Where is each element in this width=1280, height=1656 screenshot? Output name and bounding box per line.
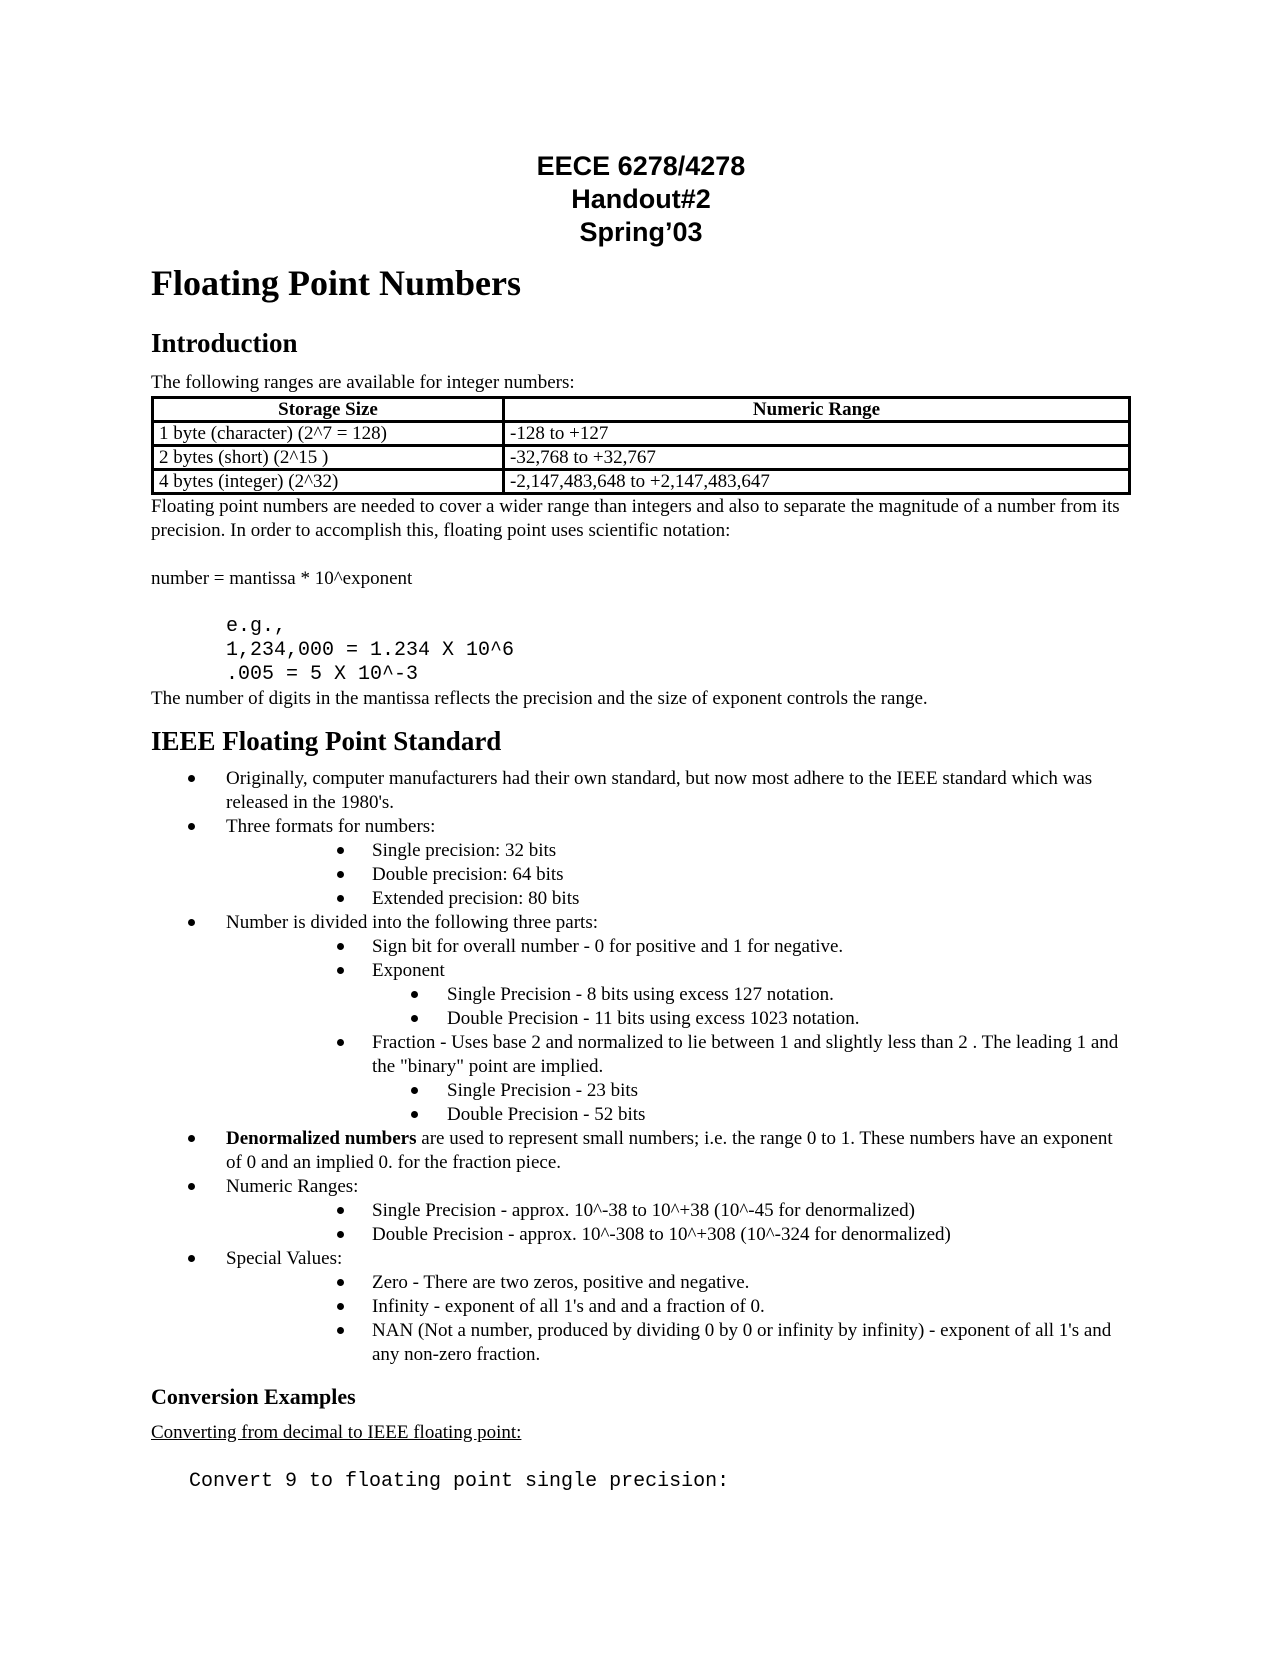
handout-number: Handout#2 bbox=[571, 184, 711, 214]
list-item bbox=[151, 815, 1131, 911]
example-line: 1,234,000 = 1.234 X 10^6 bbox=[226, 639, 515, 662]
list-item-text: Single Precision - 8 bits using excess 127 notation. bbox=[447, 984, 834, 1005]
list-item bbox=[151, 1175, 1131, 1247]
list-item bbox=[226, 863, 1131, 887]
list-item bbox=[151, 767, 1131, 815]
list-item bbox=[226, 1223, 1131, 1247]
list-item bbox=[226, 1271, 1131, 1295]
list-item bbox=[226, 959, 1131, 1031]
list-item-text: Infinity - exponent of all 1's and and a fraction of 0. bbox=[372, 1296, 765, 1317]
denormalized-term: Denormalized numbers bbox=[226, 1128, 417, 1149]
table-cell: -128 to +127 bbox=[504, 422, 1130, 446]
list-item-text: Double precision: 64 bits bbox=[372, 864, 564, 885]
bullet-icon bbox=[188, 1175, 198, 1199]
list-item bbox=[151, 1247, 1131, 1367]
list-item-text: Sign bit for overall number - 0 for positive and 1 for negative. bbox=[372, 936, 844, 957]
list-item-text: Zero - There are two zeros, positive and negative. bbox=[372, 1272, 750, 1293]
list-item bbox=[226, 1319, 1131, 1367]
list-item-text: Single Precision - approx. 10^-38 to 10^+38 (10^-45 for denormalized) bbox=[372, 1200, 915, 1221]
list-item bbox=[226, 983, 1131, 1007]
conversion-subheading: Converting from decimal to IEEE floating point: bbox=[151, 1422, 522, 1443]
bullet-icon bbox=[411, 1079, 421, 1103]
bullet-icon bbox=[337, 1319, 347, 1343]
table-row bbox=[153, 470, 1130, 494]
bullet-icon bbox=[188, 911, 198, 935]
bullet-icon bbox=[337, 1295, 347, 1319]
bullet-icon bbox=[188, 815, 198, 839]
list-item bbox=[226, 1079, 1131, 1103]
bullet-icon bbox=[337, 959, 347, 983]
sublist bbox=[226, 983, 1131, 1031]
bullet-icon bbox=[188, 1247, 198, 1271]
list-item-text: Three formats for numbers: bbox=[226, 816, 436, 837]
term: Spring’03 bbox=[579, 217, 703, 247]
table-row bbox=[153, 422, 1130, 446]
bullet-icon bbox=[337, 1199, 347, 1223]
bullet-icon bbox=[337, 1271, 347, 1295]
list-item-text: Single precision: 32 bits bbox=[372, 840, 557, 861]
section-heading-introduction: Introduction bbox=[151, 328, 298, 358]
example-line: e.g., bbox=[226, 615, 287, 638]
sublist bbox=[226, 1271, 1131, 1367]
list-item-text bbox=[226, 1128, 1113, 1173]
bullet-icon bbox=[337, 839, 347, 863]
page-title: Floating Point Numbers bbox=[151, 263, 522, 303]
bullet-icon bbox=[337, 1031, 347, 1055]
list-item-text: NAN (Not a number, produced by dividing 0 by 0 or infinity by infinity) - exponent of all 1's and any non-zero fraction. bbox=[372, 1320, 1112, 1365]
table-header-storage-size: Storage Size bbox=[153, 398, 504, 422]
bullet-icon bbox=[337, 935, 347, 959]
list-item bbox=[226, 1199, 1131, 1223]
list-item bbox=[226, 1007, 1131, 1031]
list-item-text: Exponent bbox=[372, 960, 445, 981]
bullet-icon bbox=[188, 767, 198, 791]
ieee-list bbox=[151, 767, 1131, 1367]
sublist bbox=[226, 839, 1131, 911]
formula: number = mantissa * 10^exponent bbox=[151, 568, 413, 589]
table-header-row bbox=[153, 398, 1130, 422]
list-item-text: Double Precision - 52 bits bbox=[447, 1104, 646, 1125]
table-header-numeric-range: Numeric Range bbox=[504, 398, 1130, 422]
example-line: .005 = 5 X 10^-3 bbox=[226, 663, 419, 686]
bullet-icon bbox=[188, 1127, 198, 1151]
list-item-text: Originally, computer manufacturers had their own standard, but now most adhere to the IEEE standard which was released in the 1980's. bbox=[226, 768, 1093, 813]
sublist bbox=[226, 935, 1131, 1127]
list-item bbox=[226, 839, 1131, 863]
denormalized-description: are used to represent small numbers; i.e. the range 0 to 1. These numbers have an exponent of 0 and an implied 0. for the fraction piece. bbox=[226, 1128, 1113, 1173]
list-item-text: Special Values: bbox=[226, 1248, 343, 1269]
list-item-text: Double Precision - approx. 10^-308 to 10^+308 (10^-324 for denormalized) bbox=[372, 1224, 951, 1245]
section-heading-ieee: IEEE Floating Point Standard bbox=[151, 726, 502, 756]
table-cell: 4 bytes (integer) (2^32) bbox=[153, 470, 504, 494]
list-item bbox=[226, 1031, 1131, 1127]
list-item-text: Extended precision: 80 bits bbox=[372, 888, 580, 909]
list-item-text: Single Precision - 23 bits bbox=[447, 1080, 639, 1101]
list-item bbox=[151, 911, 1131, 1127]
floating-point-paragraph: Floating point numbers are needed to cover a wider range than integers and also to separate the magnitude of a number from its precision. In order to accomplish this, floating point uses scientific notation: bbox=[151, 496, 1120, 541]
document-header bbox=[151, 150, 1131, 249]
table-cell: 2 bytes (short) (2^15 ) bbox=[153, 446, 504, 470]
course-code: EECE 6278/4278 bbox=[536, 151, 746, 181]
bullet-icon bbox=[337, 1223, 347, 1247]
intro-lead: The following ranges are available for integer numbers: bbox=[151, 372, 575, 393]
list-item bbox=[226, 1295, 1131, 1319]
bullet-icon bbox=[337, 887, 347, 911]
bullet-icon bbox=[411, 983, 421, 1007]
table-cell: -2,147,483,648 to +2,147,483,647 bbox=[504, 470, 1130, 494]
section-heading-conversion: Conversion Examples bbox=[151, 1384, 356, 1409]
list-item-text: Fraction - Uses base 2 and normalized to lie between 1 and slightly less than 2 . The leading 1 and the "binary" point are implied. bbox=[372, 1032, 1119, 1077]
list-item bbox=[226, 887, 1131, 911]
sublist bbox=[226, 1079, 1131, 1127]
conversion-code: Convert 9 to floating point single precision: bbox=[189, 1470, 730, 1493]
list-item bbox=[226, 1103, 1131, 1127]
list-item-text: Numeric Ranges: bbox=[226, 1176, 359, 1197]
bullet-icon bbox=[337, 863, 347, 887]
table-row bbox=[153, 446, 1130, 470]
bullet-icon bbox=[411, 1103, 421, 1127]
list-item-text: Number is divided into the following three parts: bbox=[226, 912, 599, 933]
example-code-block bbox=[151, 615, 1131, 687]
table-cell: 1 byte (character) (2^7 = 128) bbox=[153, 422, 504, 446]
list-item bbox=[151, 1127, 1131, 1175]
sublist bbox=[226, 1199, 1131, 1247]
integer-ranges-table bbox=[151, 396, 1131, 495]
closing-paragraph: The number of digits in the mantissa reflects the precision and the size of exponent controls the range. bbox=[151, 688, 928, 709]
list-item bbox=[226, 935, 1131, 959]
table-cell: -32,768 to +32,767 bbox=[504, 446, 1130, 470]
document-page bbox=[151, 150, 1131, 1495]
list-item-text: Double Precision - 11 bits using excess 1023 notation. bbox=[447, 1008, 860, 1029]
bullet-icon bbox=[411, 1007, 421, 1031]
